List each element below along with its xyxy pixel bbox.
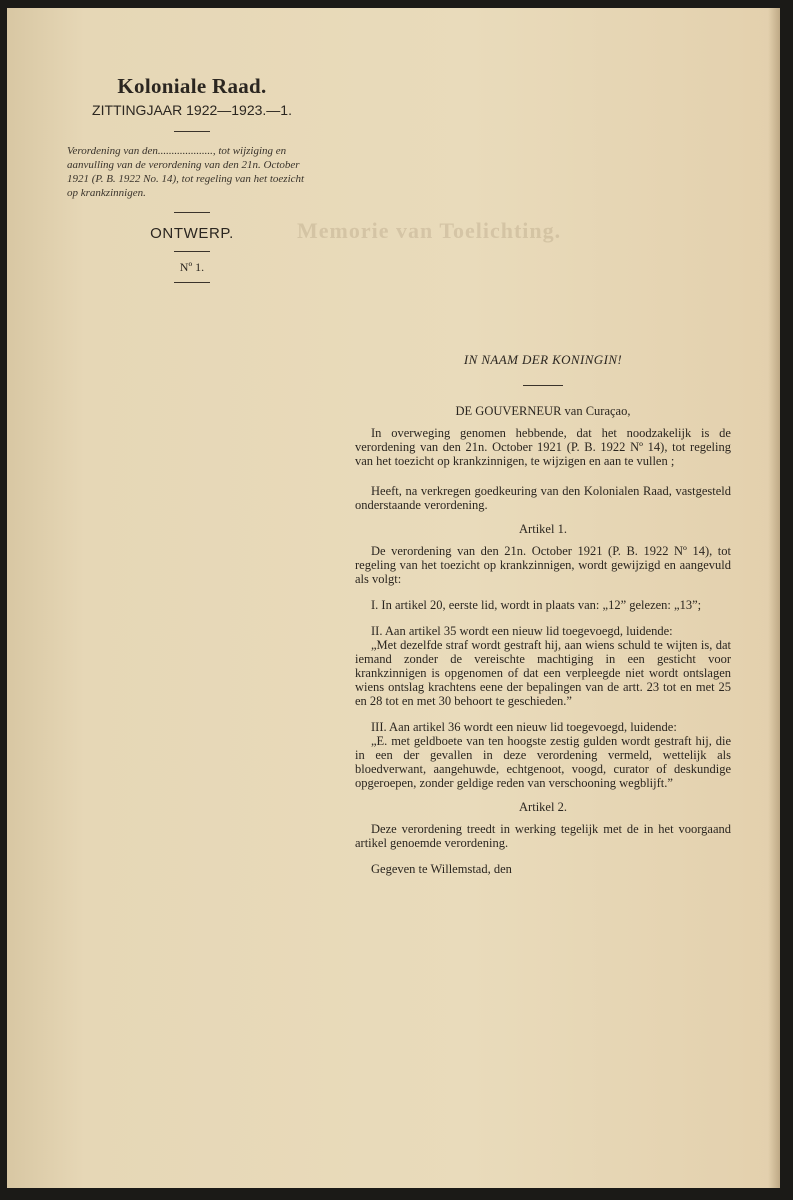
- amendment-item-3-quote: „E. met geldboete van ten hoogste zestig gulden wordt gestraft hij, die in een der gevallen in deze verordening vermeld, wettelijk als bloedverwant, aangehuwde, echtgenoot, voogd, curator of deskundige opgeroepen, zonder geldige reden van verschooning wegblijft.”: [355, 734, 731, 790]
- ordinance-body: [355, 353, 731, 876]
- show-through-text: Memorie van Toelichting.: [297, 218, 562, 243]
- amendment-item-3-intro: III. Aan artikel 36 wordt een nieuw lid toegevoegd, luidende:: [371, 720, 677, 734]
- article-2-title: Artikel 2.: [519, 800, 567, 814]
- divider: [174, 282, 210, 283]
- amendment-item-2-intro: II. Aan artikel 35 wordt een nieuw lid toegevoegd, luidende:: [371, 624, 673, 638]
- given-at-line: Gegeven te Willemstad, den: [371, 862, 512, 876]
- article-1-intro: De verordening van den 21n. October 1921 (P. B. 1922 Nº 14), tot regeling van het toezicht op krankzinnigen, wordt gewijzigd en aangevuld als volgt:: [355, 544, 731, 586]
- document-page: [7, 8, 780, 1188]
- amendment-item-1: I. In artikel 20, eerste lid, wordt in plaats van: „12” gelezen: „13”;: [371, 598, 702, 612]
- session-year: ZITTINGJAAR 1922—1923.—1.: [92, 102, 292, 118]
- header-block: [62, 73, 322, 291]
- draft-label: ONTWERP.: [150, 225, 234, 242]
- royal-formula: IN NAAM DER KONINGIN!: [463, 352, 623, 367]
- amendment-item-2-quote: „Met dezelfde straf wordt gestraft hij, aan wiens schuld te wijten is, dat iemand zonder de vereischte machtiging in een gesticht voor krankzinnigen is opgenomen of dat een verpleegde niet wordt ontslagen wiens ontslag krachtens eene der bepalingen van de artt. 23 tot en met 25 en 28 tot en met 30 behoort te geschieden.”: [355, 638, 731, 708]
- council-title: Koloniale Raad.: [117, 74, 267, 98]
- draft-number: Nº 1.: [179, 260, 205, 274]
- article-1-title: Artikel 1.: [519, 522, 567, 536]
- article-2-text: Deze verordening treedt in werking tegelijk met de in het voorgaand artikel genoemde verordening.: [355, 822, 731, 850]
- divider: [523, 385, 563, 386]
- divider: [174, 212, 210, 213]
- divider: [174, 131, 210, 132]
- divider: [174, 251, 210, 252]
- ordinance-subject: Verordening van den...................., tot wijziging en aanvulling van de verordening van den 21n. October 1921 (P. B. 1922 No. 14), tot regeling van het toezicht op krankzinnigen.: [67, 145, 305, 199]
- governor-line: DE GOUVERNEUR van Curaçao,: [455, 404, 631, 418]
- approval-paragraph: Heeft, na verkregen goedkeuring van den Kolonialen Raad, vastgesteld onderstaande verordening.: [355, 484, 731, 512]
- considering-paragraph: In overweging genomen hebbende, dat het noodzakelijk is de verordening van den 21n. October 1921 (P. B. 1922 Nº 14), tot regeling van het toezicht op krankzinnigen, te wijzigen en aan te vullen ;: [355, 426, 731, 468]
